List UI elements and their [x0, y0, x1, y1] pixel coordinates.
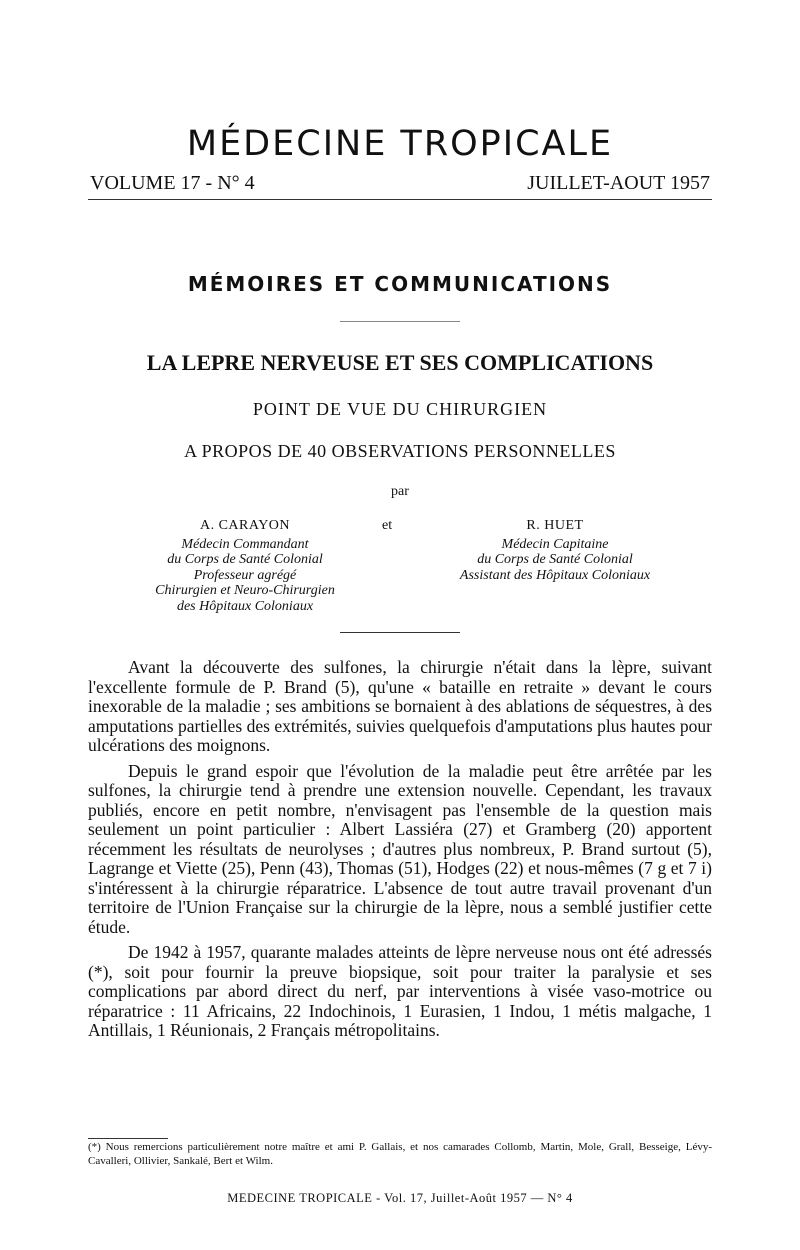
author-affiliation-line: Professeur agrégé — [193, 567, 297, 583]
author-name: R. HUET — [526, 518, 584, 533]
volume-number: VOLUME 17 - N° 4 — [90, 172, 255, 194]
author-huet — [430, 518, 680, 583]
body-paragraph: De 1942 à 1957, quarante malades atteints de lèpre nerveuse nous ont été adressés (*), soit pour fournir la preuve biopsique, soit pour traiter la paralysie et ses complications par abord direct du nerf, par interventions à visée vaso-motrice ou réparatrice : 11 Africains, 22 Indochinois, 1 Eurasien, 1 Indou, 1 métis malgache, 1 Antillais, 1 Réunionais, 2 Français métropolitains. — [88, 942, 712, 1040]
body-paragraph: Depuis le grand espoir que l'évolution de la maladie peut être arrêtée par les sulfones, la chirurgie tend à prendre une extension nouvelle. Cependant, les travaux publiés, encore en petit nombre, n'envisagent pas l'ensemble de la question mais seulement un point particulier : Albert Lassiéra (27) et Gramberg (20) apportent récemment les résultats de neurolyses ; d'autres plus nombreux, P. Brand surtout (5), Lagrange et Viette (25), Penn (43), Thomas (51), Hodges (22) et nous-mêmes (7 g et 7 i) s'intéressent à la chirurgie réparatrice. L'absence de tout autre travail provenant d'un territoire de l'Union Française sur la chirurgie de la lèpre, nous a semblé justifier cette étude. — [88, 760, 712, 937]
and-word: et — [382, 518, 393, 533]
article-title: LA LEPRE NERVEUSE ET SES COMPLICATIONS — [146, 350, 654, 375]
author-affiliation-line: Médecin Capitaine — [501, 536, 609, 552]
journal-title: MÉDECINE TROPICALE — [186, 124, 614, 164]
volume-row — [90, 172, 710, 195]
authors-rule — [340, 632, 460, 633]
article-subtitle-observations: A PROPOS DE 40 OBSERVATIONS PERSONNELLES — [184, 441, 616, 461]
author-affiliation-line: Chirurgien et Neuro-Chirurgien — [155, 583, 335, 598]
article-subtitle: POINT DE VUE DU CHIRURGIEN — [252, 399, 548, 419]
article-body — [88, 658, 712, 1047]
section-rule — [340, 321, 460, 322]
footnote-rule — [88, 1138, 168, 1139]
issue-date: JUILLET-AOUT 1957 — [527, 172, 710, 194]
footnote: (*) Nous remercions particulièrement notre maître et ami P. Gallais, et nos camarades Collomb, Martin, Mole, Grall, Besseige, Lévy-Cavalleri, Ollivier, Sankalé, Bert et Wilm. — [88, 1141, 712, 1167]
author-affiliation-line: Médecin Commandant — [181, 536, 309, 552]
section-title: MÉMOIRES ET COMMUNICATIONS — [187, 272, 613, 296]
author-name: A. CARAYON — [199, 518, 291, 533]
author-carayon — [120, 518, 370, 614]
by-word: par — [391, 484, 409, 499]
running-footer: MEDECINE TROPICALE - Vol. 17, Juillet-Août 1957 — N° 4 — [227, 1191, 573, 1205]
author-affiliation-line: des Hôpitaux Coloniaux — [176, 598, 314, 614]
author-affiliation-line: du Corps de Santé Colonial — [167, 552, 323, 567]
body-paragraph: Avant la découverte des sulfones, la chirurgie n'était dans la lèpre, suivant l'excellente formule de P. Brand (5), qu'une « bataille en retraite » devant le cours inexorable de la maladie ; ses ambitions se bornaient à des ablations de séquestres, à des amputations partielles des extrémités, suivies quelquefois d'amputations plus hautes pour ulcérations des moignons. — [88, 657, 712, 755]
author-affiliation-line: du Corps de Santé Colonial — [477, 552, 633, 567]
header-rule — [88, 199, 712, 200]
author-affiliation-line: Assistant des Hôpitaux Coloniaux — [459, 567, 651, 583]
